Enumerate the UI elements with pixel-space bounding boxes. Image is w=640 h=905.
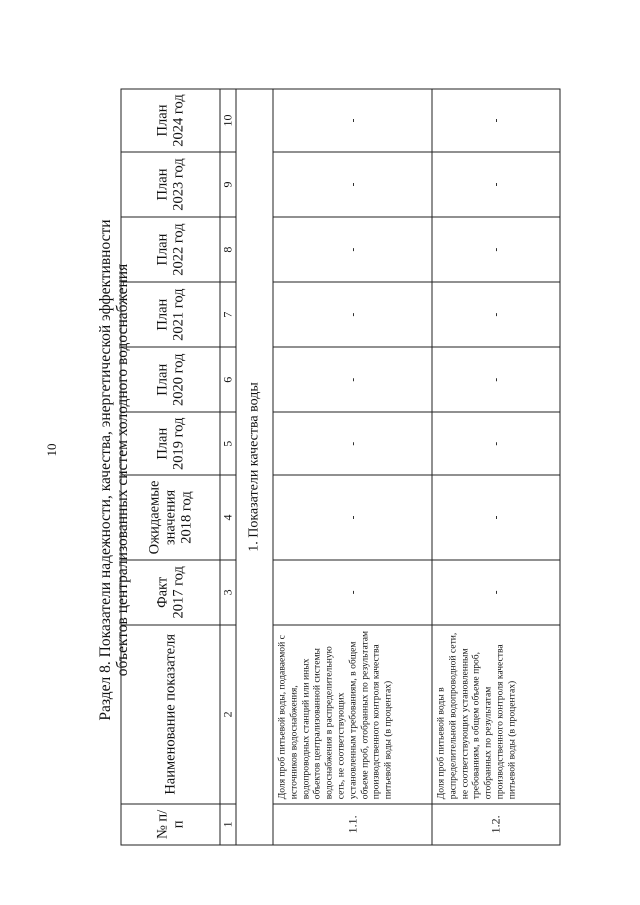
column-number-row — [220, 89, 236, 845]
section-row — [236, 89, 273, 845]
column-number: 7 — [220, 282, 236, 347]
value-cell: - — [273, 282, 432, 347]
row-number: 1.1. — [273, 803, 432, 844]
value-cell: - — [432, 559, 560, 624]
header-plan-2021: План 2021 год — [121, 282, 220, 347]
value-cell: - — [432, 217, 560, 282]
value-cell: - — [273, 475, 432, 560]
column-number: 3 — [220, 559, 236, 624]
value-cell: - — [273, 89, 432, 152]
header-plan-2022: План 2022 год — [121, 217, 220, 282]
column-number: 4 — [220, 475, 236, 560]
column-number: 6 — [220, 347, 236, 412]
value-cell: - — [432, 475, 560, 560]
column-number: 10 — [220, 89, 236, 152]
section-title-line2: объектов централизованных систем холодного водоснабжения — [114, 263, 131, 677]
section-heading: 1. Показатели качества воды — [236, 89, 273, 845]
column-number: 5 — [220, 412, 236, 475]
value-cell: - — [273, 412, 432, 475]
header-plan-2019: План 2019 год — [121, 412, 220, 475]
table-row — [432, 89, 560, 845]
section-title-line1: Раздел 8. Показатели надежности, качества, энергетической эффективности — [97, 219, 114, 721]
value-cell: - — [273, 347, 432, 412]
header-expected-2018: Ожидаемые значения 2018 год — [121, 475, 220, 560]
value-cell: - — [273, 151, 432, 216]
page-number: 10 — [44, 443, 59, 457]
header-name: Наименование показателя — [121, 624, 220, 803]
value-cell: - — [432, 282, 560, 347]
value-cell: - — [273, 217, 432, 282]
header-plan-2023: План 2023 год — [121, 151, 220, 216]
column-number: 1 — [220, 803, 236, 844]
column-number: 9 — [220, 151, 236, 216]
value-cell: - — [432, 347, 560, 412]
row-description: Доля проб питьевой воды в распределительной водопроводной сети, не соответствующих установленным требованиям, в общем объеме проб, отобранных по результатам производственного контроля качества питьевой воды (в процентах) — [432, 624, 560, 803]
header-num: № п/п — [121, 803, 220, 844]
header-fact-2017: Факт 2017 год — [121, 559, 220, 624]
value-cell: - — [432, 89, 560, 152]
column-number: 8 — [220, 217, 236, 282]
header-plan-2020: План 2020 год — [121, 347, 220, 412]
row-description: Доля проб питьевой воды, подаваемой с источников водоснабжения, водопроводных станций или иных объектов централизованной системы водоснабжения в распределительную сеть, не соответствующих установленным требованиям, в общем объеме проб, отобранных по результатам производственного контроля качества питьевой воды (в процентах) — [273, 624, 432, 803]
header-row — [121, 89, 220, 845]
header-plan-2024: План 2024 год — [121, 89, 220, 152]
value-cell: - — [273, 559, 432, 624]
column-number: 2 — [220, 624, 236, 803]
row-number: 1.2. — [432, 803, 560, 844]
indicators-table — [120, 88, 560, 845]
indicators-table-container — [120, 88, 542, 845]
table-area — [120, 88, 542, 845]
value-cell: - — [432, 412, 560, 475]
value-cell: - — [432, 151, 560, 216]
table-row — [273, 89, 432, 845]
